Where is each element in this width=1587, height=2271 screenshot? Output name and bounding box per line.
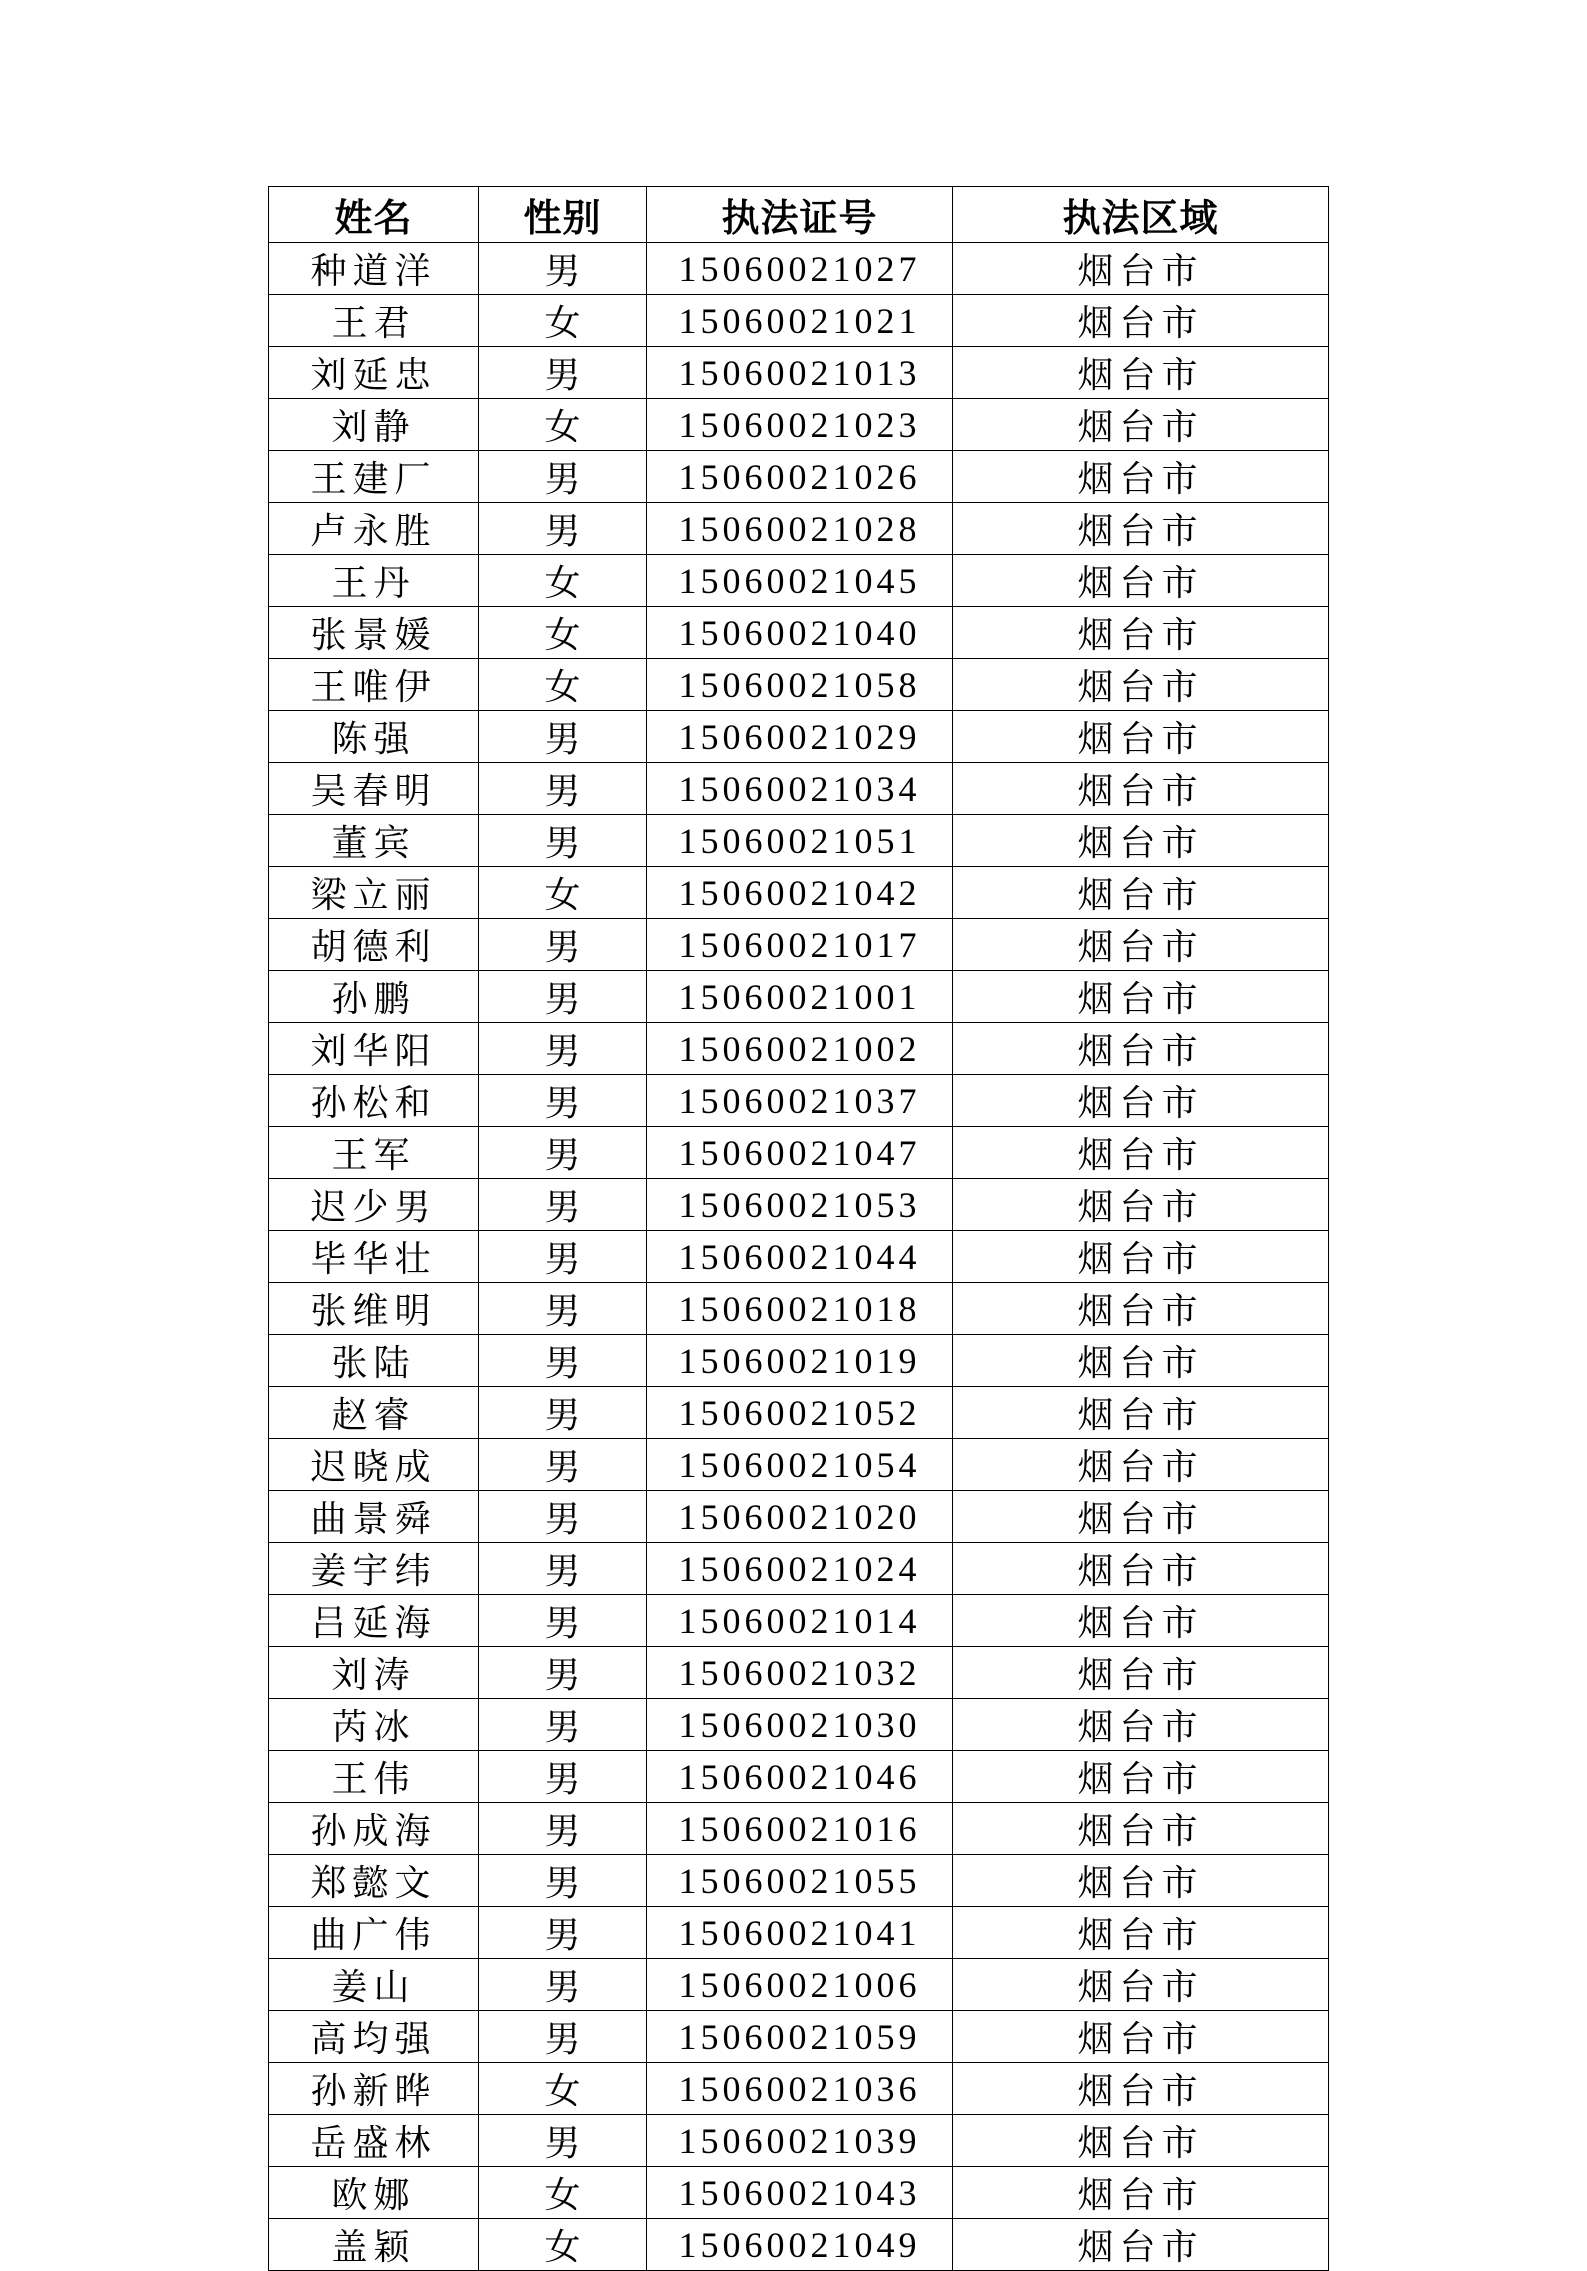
cell-cert-number: 15060021044 bbox=[647, 1231, 953, 1283]
table-row bbox=[269, 2115, 1329, 2167]
table-row bbox=[269, 1231, 1329, 1283]
cell-name: 陈强 bbox=[269, 711, 479, 763]
cell-gender: 男 bbox=[479, 711, 647, 763]
table-row bbox=[269, 1491, 1329, 1543]
cell-cert-number: 15060021059 bbox=[647, 2011, 953, 2063]
cell-cert-number: 15060021054 bbox=[647, 1439, 953, 1491]
cell-name: 孙新晔 bbox=[269, 2063, 479, 2115]
table-row bbox=[269, 1127, 1329, 1179]
cell-gender: 男 bbox=[479, 347, 647, 399]
cell-gender: 男 bbox=[479, 451, 647, 503]
cell-region: 烟台市 bbox=[953, 1179, 1329, 1231]
cell-gender: 女 bbox=[479, 555, 647, 607]
table-row bbox=[269, 1959, 1329, 2011]
cell-name: 王君 bbox=[269, 295, 479, 347]
cell-region: 烟台市 bbox=[953, 815, 1329, 867]
cell-region: 烟台市 bbox=[953, 1855, 1329, 1907]
enforcement-officer-table bbox=[268, 186, 1329, 2271]
table-row bbox=[269, 503, 1329, 555]
cell-region: 烟台市 bbox=[953, 867, 1329, 919]
cell-region: 烟台市 bbox=[953, 1803, 1329, 1855]
cell-name: 张景媛 bbox=[269, 607, 479, 659]
table-row bbox=[269, 815, 1329, 867]
cell-name: 姜宇纬 bbox=[269, 1543, 479, 1595]
cell-name: 王丹 bbox=[269, 555, 479, 607]
cell-cert-number: 15060021020 bbox=[647, 1491, 953, 1543]
cell-cert-number: 15060021046 bbox=[647, 1751, 953, 1803]
table-row bbox=[269, 243, 1329, 295]
cell-region: 烟台市 bbox=[953, 1647, 1329, 1699]
cell-gender: 男 bbox=[479, 919, 647, 971]
cell-region: 烟台市 bbox=[953, 295, 1329, 347]
cell-gender: 男 bbox=[479, 503, 647, 555]
cell-gender: 男 bbox=[479, 1283, 647, 1335]
table-row bbox=[269, 1543, 1329, 1595]
cell-gender: 男 bbox=[479, 1699, 647, 1751]
table-row bbox=[269, 1595, 1329, 1647]
table-row bbox=[269, 2063, 1329, 2115]
cell-cert-number: 15060021053 bbox=[647, 1179, 953, 1231]
cell-cert-number: 15060021045 bbox=[647, 555, 953, 607]
header-name: 姓名 bbox=[269, 187, 479, 243]
cell-name: 欧娜 bbox=[269, 2167, 479, 2219]
cell-cert-number: 15060021002 bbox=[647, 1023, 953, 1075]
cell-region: 烟台市 bbox=[953, 1491, 1329, 1543]
cell-name: 孙鹏 bbox=[269, 971, 479, 1023]
cell-region: 烟台市 bbox=[953, 1907, 1329, 1959]
cell-cert-number: 15060021043 bbox=[647, 2167, 953, 2219]
cell-cert-number: 15060021019 bbox=[647, 1335, 953, 1387]
cell-name: 董宾 bbox=[269, 815, 479, 867]
cell-region: 烟台市 bbox=[953, 2115, 1329, 2167]
cell-gender: 男 bbox=[479, 1023, 647, 1075]
cell-cert-number: 15060021006 bbox=[647, 1959, 953, 2011]
cell-gender: 男 bbox=[479, 1231, 647, 1283]
cell-name: 孙松和 bbox=[269, 1075, 479, 1127]
table-row bbox=[269, 1387, 1329, 1439]
cell-cert-number: 15060021027 bbox=[647, 243, 953, 295]
table-row bbox=[269, 295, 1329, 347]
cell-name: 吴春明 bbox=[269, 763, 479, 815]
cell-region: 烟台市 bbox=[953, 555, 1329, 607]
cell-gender: 男 bbox=[479, 1491, 647, 1543]
cell-name: 卢永胜 bbox=[269, 503, 479, 555]
cell-name: 张维明 bbox=[269, 1283, 479, 1335]
cell-cert-number: 15060021051 bbox=[647, 815, 953, 867]
cell-gender: 女 bbox=[479, 607, 647, 659]
cell-gender: 女 bbox=[479, 867, 647, 919]
cell-gender: 男 bbox=[479, 971, 647, 1023]
table-row bbox=[269, 1647, 1329, 1699]
cell-gender: 男 bbox=[479, 1647, 647, 1699]
cell-region: 烟台市 bbox=[953, 1335, 1329, 1387]
cell-name: 王军 bbox=[269, 1127, 479, 1179]
table-row bbox=[269, 1803, 1329, 1855]
cell-name: 王建厂 bbox=[269, 451, 479, 503]
table-row bbox=[269, 1023, 1329, 1075]
cell-region: 烟台市 bbox=[953, 1543, 1329, 1595]
cell-cert-number: 15060021058 bbox=[647, 659, 953, 711]
cell-cert-number: 15060021024 bbox=[647, 1543, 953, 1595]
cell-cert-number: 15060021023 bbox=[647, 399, 953, 451]
cell-region: 烟台市 bbox=[953, 2167, 1329, 2219]
cell-region: 烟台市 bbox=[953, 347, 1329, 399]
cell-name: 曲景舜 bbox=[269, 1491, 479, 1543]
cell-cert-number: 15060021013 bbox=[647, 347, 953, 399]
table-row bbox=[269, 451, 1329, 503]
cell-name: 种道洋 bbox=[269, 243, 479, 295]
table-row bbox=[269, 971, 1329, 1023]
table-row bbox=[269, 1855, 1329, 1907]
table-row bbox=[269, 1907, 1329, 1959]
cell-gender: 男 bbox=[479, 243, 647, 295]
cell-region: 烟台市 bbox=[953, 711, 1329, 763]
cell-region: 烟台市 bbox=[953, 1231, 1329, 1283]
cell-gender: 男 bbox=[479, 1127, 647, 1179]
cell-region: 烟台市 bbox=[953, 1751, 1329, 1803]
cell-gender: 男 bbox=[479, 1075, 647, 1127]
cell-region: 烟台市 bbox=[953, 1439, 1329, 1491]
cell-cert-number: 15060021047 bbox=[647, 1127, 953, 1179]
table-row bbox=[269, 711, 1329, 763]
table-row bbox=[269, 867, 1329, 919]
cell-cert-number: 15060021052 bbox=[647, 1387, 953, 1439]
cell-cert-number: 15060021016 bbox=[647, 1803, 953, 1855]
cell-name: 芮冰 bbox=[269, 1699, 479, 1751]
cell-cert-number: 15060021014 bbox=[647, 1595, 953, 1647]
cell-cert-number: 15060021029 bbox=[647, 711, 953, 763]
cell-name: 毕华壮 bbox=[269, 1231, 479, 1283]
table-row bbox=[269, 2167, 1329, 2219]
cell-cert-number: 15060021017 bbox=[647, 919, 953, 971]
cell-name: 王伟 bbox=[269, 1751, 479, 1803]
cell-region: 烟台市 bbox=[953, 1959, 1329, 2011]
cell-name: 张陆 bbox=[269, 1335, 479, 1387]
cell-region: 烟台市 bbox=[953, 1699, 1329, 1751]
cell-cert-number: 15060021037 bbox=[647, 1075, 953, 1127]
cell-cert-number: 15060021018 bbox=[647, 1283, 953, 1335]
cell-gender: 男 bbox=[479, 1439, 647, 1491]
table-row bbox=[269, 347, 1329, 399]
cell-gender: 男 bbox=[479, 1803, 647, 1855]
cell-cert-number: 15060021041 bbox=[647, 1907, 953, 1959]
cell-region: 烟台市 bbox=[953, 763, 1329, 815]
table-row bbox=[269, 555, 1329, 607]
table-row bbox=[269, 1699, 1329, 1751]
cell-name: 梁立丽 bbox=[269, 867, 479, 919]
table-row bbox=[269, 399, 1329, 451]
cell-region: 烟台市 bbox=[953, 1283, 1329, 1335]
cell-region: 烟台市 bbox=[953, 659, 1329, 711]
cell-name: 姜山 bbox=[269, 1959, 479, 2011]
cell-name: 赵睿 bbox=[269, 1387, 479, 1439]
cell-gender: 女 bbox=[479, 2167, 647, 2219]
cell-gender: 男 bbox=[479, 2011, 647, 2063]
cell-cert-number: 15060021001 bbox=[647, 971, 953, 1023]
cell-gender: 女 bbox=[479, 2219, 647, 2271]
cell-gender: 男 bbox=[479, 1387, 647, 1439]
cell-gender: 女 bbox=[479, 2063, 647, 2115]
cell-name: 孙成海 bbox=[269, 1803, 479, 1855]
cell-name: 高均强 bbox=[269, 2011, 479, 2063]
cell-name: 郑懿文 bbox=[269, 1855, 479, 1907]
table-row bbox=[269, 1751, 1329, 1803]
cell-region: 烟台市 bbox=[953, 919, 1329, 971]
cell-cert-number: 15060021039 bbox=[647, 2115, 953, 2167]
cell-region: 烟台市 bbox=[953, 451, 1329, 503]
table-row bbox=[269, 763, 1329, 815]
table-row bbox=[269, 1439, 1329, 1491]
cell-name: 刘静 bbox=[269, 399, 479, 451]
cell-gender: 男 bbox=[479, 1751, 647, 1803]
table-header bbox=[269, 187, 1329, 243]
cell-gender: 女 bbox=[479, 659, 647, 711]
cell-name: 曲广伟 bbox=[269, 1907, 479, 1959]
header-row bbox=[269, 187, 1329, 243]
cell-gender: 女 bbox=[479, 399, 647, 451]
cell-cert-number: 15060021032 bbox=[647, 1647, 953, 1699]
cell-cert-number: 15060021055 bbox=[647, 1855, 953, 1907]
cell-cert-number: 15060021049 bbox=[647, 2219, 953, 2271]
cell-region: 烟台市 bbox=[953, 1387, 1329, 1439]
cell-gender: 男 bbox=[479, 1907, 647, 1959]
cell-cert-number: 15060021028 bbox=[647, 503, 953, 555]
cell-name: 迟少男 bbox=[269, 1179, 479, 1231]
cell-cert-number: 15060021042 bbox=[647, 867, 953, 919]
cell-region: 烟台市 bbox=[953, 2063, 1329, 2115]
cell-gender: 男 bbox=[479, 1543, 647, 1595]
cell-gender: 男 bbox=[479, 1855, 647, 1907]
header-region: 执法区域 bbox=[953, 187, 1329, 243]
cell-gender: 男 bbox=[479, 1959, 647, 2011]
cell-cert-number: 15060021036 bbox=[647, 2063, 953, 2115]
cell-gender: 男 bbox=[479, 1179, 647, 1231]
table-row bbox=[269, 2011, 1329, 2063]
cell-name: 刘华阳 bbox=[269, 1023, 479, 1075]
table-row bbox=[269, 1283, 1329, 1335]
cell-name: 王唯伊 bbox=[269, 659, 479, 711]
header-gender: 性别 bbox=[479, 187, 647, 243]
cell-gender: 男 bbox=[479, 2115, 647, 2167]
cell-name: 岳盛林 bbox=[269, 2115, 479, 2167]
cell-region: 烟台市 bbox=[953, 1023, 1329, 1075]
cell-region: 烟台市 bbox=[953, 2011, 1329, 2063]
cell-gender: 女 bbox=[479, 295, 647, 347]
table-row bbox=[269, 919, 1329, 971]
table-row bbox=[269, 1075, 1329, 1127]
cell-name: 盖颖 bbox=[269, 2219, 479, 2271]
table-body bbox=[269, 243, 1329, 2271]
table-row bbox=[269, 1179, 1329, 1231]
cell-cert-number: 15060021021 bbox=[647, 295, 953, 347]
cell-region: 烟台市 bbox=[953, 607, 1329, 659]
table-row bbox=[269, 1335, 1329, 1387]
cell-name: 刘涛 bbox=[269, 1647, 479, 1699]
cell-gender: 男 bbox=[479, 1595, 647, 1647]
cell-name: 刘延忠 bbox=[269, 347, 479, 399]
cell-cert-number: 15060021040 bbox=[647, 607, 953, 659]
cell-region: 烟台市 bbox=[953, 971, 1329, 1023]
cell-region: 烟台市 bbox=[953, 243, 1329, 295]
cell-region: 烟台市 bbox=[953, 2219, 1329, 2271]
table-row bbox=[269, 607, 1329, 659]
cell-name: 胡德利 bbox=[269, 919, 479, 971]
cell-cert-number: 15060021026 bbox=[647, 451, 953, 503]
cell-name: 迟晓成 bbox=[269, 1439, 479, 1491]
cell-region: 烟台市 bbox=[953, 503, 1329, 555]
cell-region: 烟台市 bbox=[953, 399, 1329, 451]
cell-region: 烟台市 bbox=[953, 1595, 1329, 1647]
cell-gender: 男 bbox=[479, 815, 647, 867]
cell-region: 烟台市 bbox=[953, 1127, 1329, 1179]
cell-gender: 男 bbox=[479, 1335, 647, 1387]
cell-cert-number: 15060021034 bbox=[647, 763, 953, 815]
cell-region: 烟台市 bbox=[953, 1075, 1329, 1127]
header-cert-number: 执法证号 bbox=[647, 187, 953, 243]
cell-cert-number: 15060021030 bbox=[647, 1699, 953, 1751]
cell-gender: 男 bbox=[479, 763, 647, 815]
cell-name: 吕延海 bbox=[269, 1595, 479, 1647]
table-row bbox=[269, 659, 1329, 711]
